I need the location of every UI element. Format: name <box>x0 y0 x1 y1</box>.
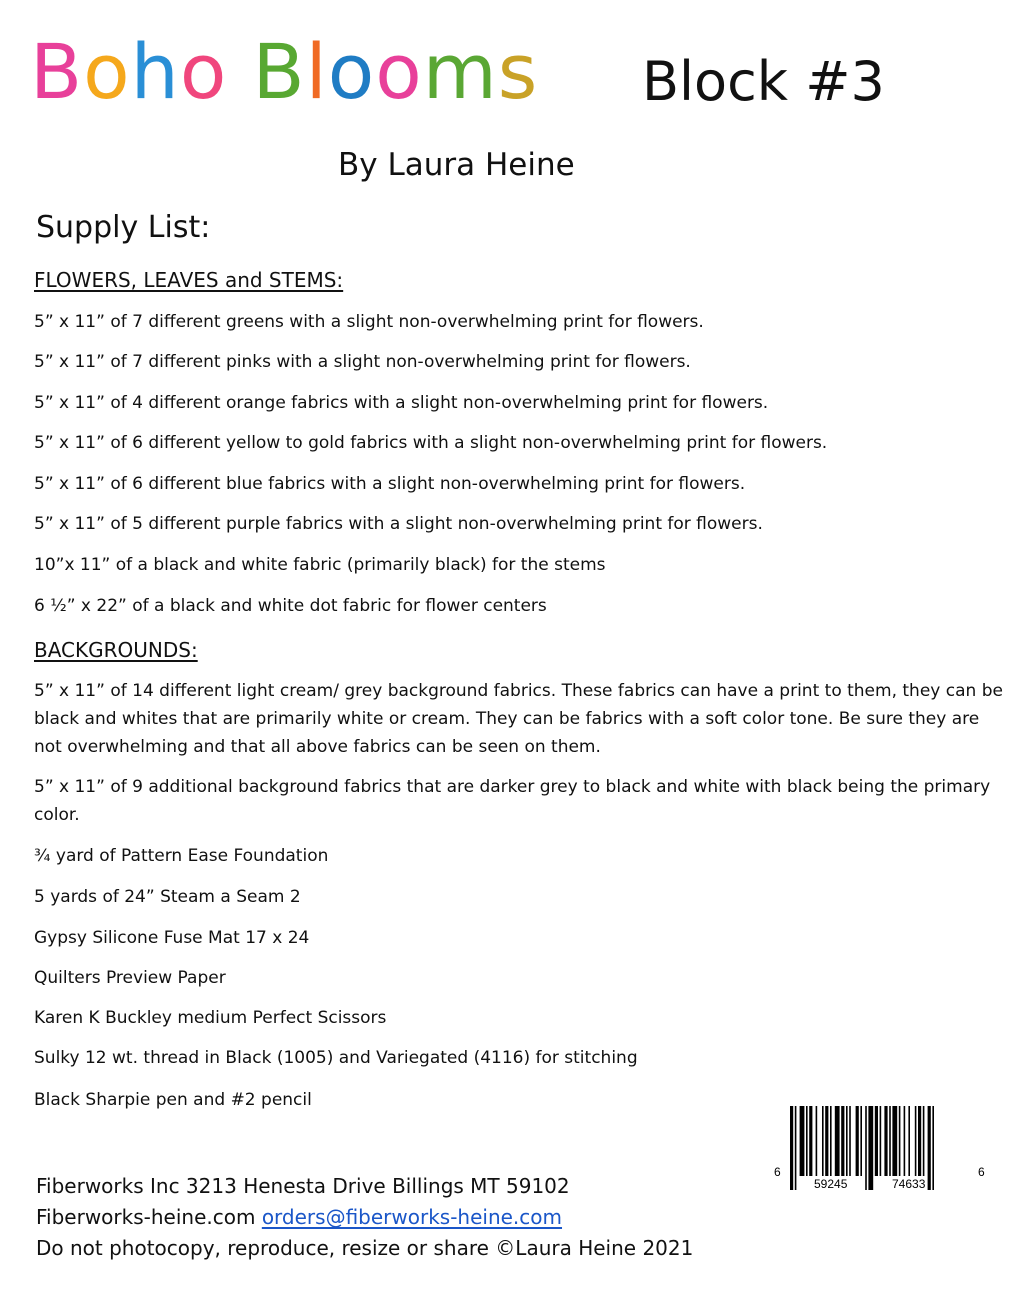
barcode-bar <box>915 1106 917 1176</box>
barcode-left-digit: 6 <box>774 1165 781 1179</box>
barcode-bar <box>806 1106 808 1176</box>
barcode-bar <box>849 1106 851 1176</box>
barcode-bar <box>892 1106 897 1176</box>
title-letter: B <box>30 27 84 116</box>
block-number-title: Block #3 <box>642 50 885 113</box>
title-letter: o <box>179 27 228 116</box>
barcode-bar <box>860 1106 862 1176</box>
barcode-bar <box>790 1106 793 1190</box>
footer-contact <box>36 1202 562 1232</box>
barcode-bar <box>923 1106 925 1176</box>
upc-barcode <box>770 1104 990 1194</box>
barcode-right-digit: 6 <box>978 1165 985 1179</box>
barcode-bar <box>809 1106 812 1176</box>
barcode-bar <box>822 1106 824 1176</box>
boho-blooms-title <box>30 22 538 122</box>
supply-item: 10”x 11” of a black and white fabric (primarily black) for the stems <box>34 555 606 575</box>
barcode-bar <box>889 1106 891 1176</box>
supply-item: 5” x 11” of 7 different greens with a slight non-overwhelming print for flowers. <box>34 312 704 332</box>
supply-list-heading: Supply List: <box>36 210 211 245</box>
copyright-notice: Do not photocopy, reproduce, resize or share ©Laura Heine 2021 <box>36 1236 694 1260</box>
barcode-graphic <box>770 1104 990 1194</box>
barcode-bar <box>904 1106 906 1176</box>
supply-item: 5” x 11” of 6 different yellow to gold fabrics with a slight non-overwhelming print for flowers. <box>34 433 828 453</box>
supply-item: ¾ yard of Pattern Ease Foundation <box>34 846 329 866</box>
supply-item: Quilters Preview Paper <box>34 968 226 988</box>
barcode-bar <box>928 1106 931 1190</box>
footer-address: Fiberworks Inc 3213 Henesta Drive Billings MT 59102 <box>36 1174 570 1198</box>
backgrounds-section-heading: BACKGROUNDS: <box>34 638 198 662</box>
title-letter: o <box>83 27 131 116</box>
website-link[interactable]: Fiberworks-heine.com <box>36 1205 256 1229</box>
email-link[interactable]: orders@fiberworks-heine.com <box>261 1205 563 1229</box>
supply-item: Gypsy Silicone Fuse Mat 17 x 24 <box>34 928 310 948</box>
supply-item: Karen K Buckley medium Perfect Scissors <box>34 1008 387 1028</box>
barcode-bar <box>908 1106 910 1176</box>
barcode-bar <box>835 1106 840 1176</box>
background-paragraph: 5” x 11” of 14 different light cream/ grey background fabrics. These fabrics can have a print to them, they can be black and whites that are primarily white or cream. They can be fabrics with a soft color tone. Be sure they are not overwhelming and that all above fabrics can be seen on them. <box>34 681 1003 757</box>
supply-item: Black Sharpie pen and #2 pencil <box>34 1090 312 1110</box>
supply-item: Sulky 12 wt. thread in Black (1005) and Variegated (4116) for stitching <box>34 1048 638 1068</box>
supply-item: 5 yards of 24” Steam a Seam 2 <box>34 887 301 907</box>
barcode-bar <box>865 1106 867 1190</box>
title-letter: o <box>375 27 423 116</box>
barcode-group-1: 59245 <box>814 1177 848 1191</box>
background-paragraph: 5” x 11” of 9 additional background fabrics that are darker grey to black and white with black being the primary color. <box>34 777 991 825</box>
supply-item: 6 ½” x 22” of a black and white dot fabric for flower centers <box>34 596 547 616</box>
barcode-bar <box>825 1106 828 1176</box>
barcode-group-2: 74633 <box>892 1177 926 1191</box>
title-letter: l <box>305 27 328 116</box>
barcode-bar <box>932 1106 934 1190</box>
barcode-bar <box>816 1106 818 1176</box>
title-letter: m <box>422 27 498 116</box>
barcode-bar <box>899 1106 901 1176</box>
barcode-bar <box>800 1106 805 1176</box>
title-letter: o <box>327 27 376 116</box>
supply-item: 5” x 11” of 7 different pinks with a slight non-overwhelming print for flowers. <box>34 352 691 372</box>
barcode-bar <box>856 1106 859 1176</box>
barcode-bar <box>875 1106 878 1176</box>
supply-item: 5” x 11” of 4 different orange fabrics with a slight non-overwhelming print for flowers. <box>34 393 769 413</box>
barcode-bar <box>795 1106 797 1190</box>
title-letter: s <box>497 27 539 116</box>
author-byline: By Laura Heine <box>338 147 575 183</box>
flowers-section-heading: FLOWERS, LEAVES and STEMS: <box>34 268 344 292</box>
title-letter: B <box>252 27 306 116</box>
title-letter <box>227 22 252 122</box>
barcode-bar <box>846 1106 848 1176</box>
barcode-bar <box>918 1106 921 1176</box>
barcode-bar <box>841 1106 844 1176</box>
barcode-bar <box>884 1106 887 1176</box>
barcode-bar <box>830 1106 832 1176</box>
supply-item: 5” x 11” of 5 different purple fabrics with a slight non-overwhelming print for flowers. <box>34 514 763 534</box>
barcode-bar <box>880 1106 882 1176</box>
title-row <box>30 22 1010 122</box>
supply-item: 5” x 11” of 6 different blue fabrics with a slight non-overwhelming print for flowers. <box>34 474 746 494</box>
title-letter: h <box>130 27 180 116</box>
barcode-bar <box>868 1106 873 1190</box>
